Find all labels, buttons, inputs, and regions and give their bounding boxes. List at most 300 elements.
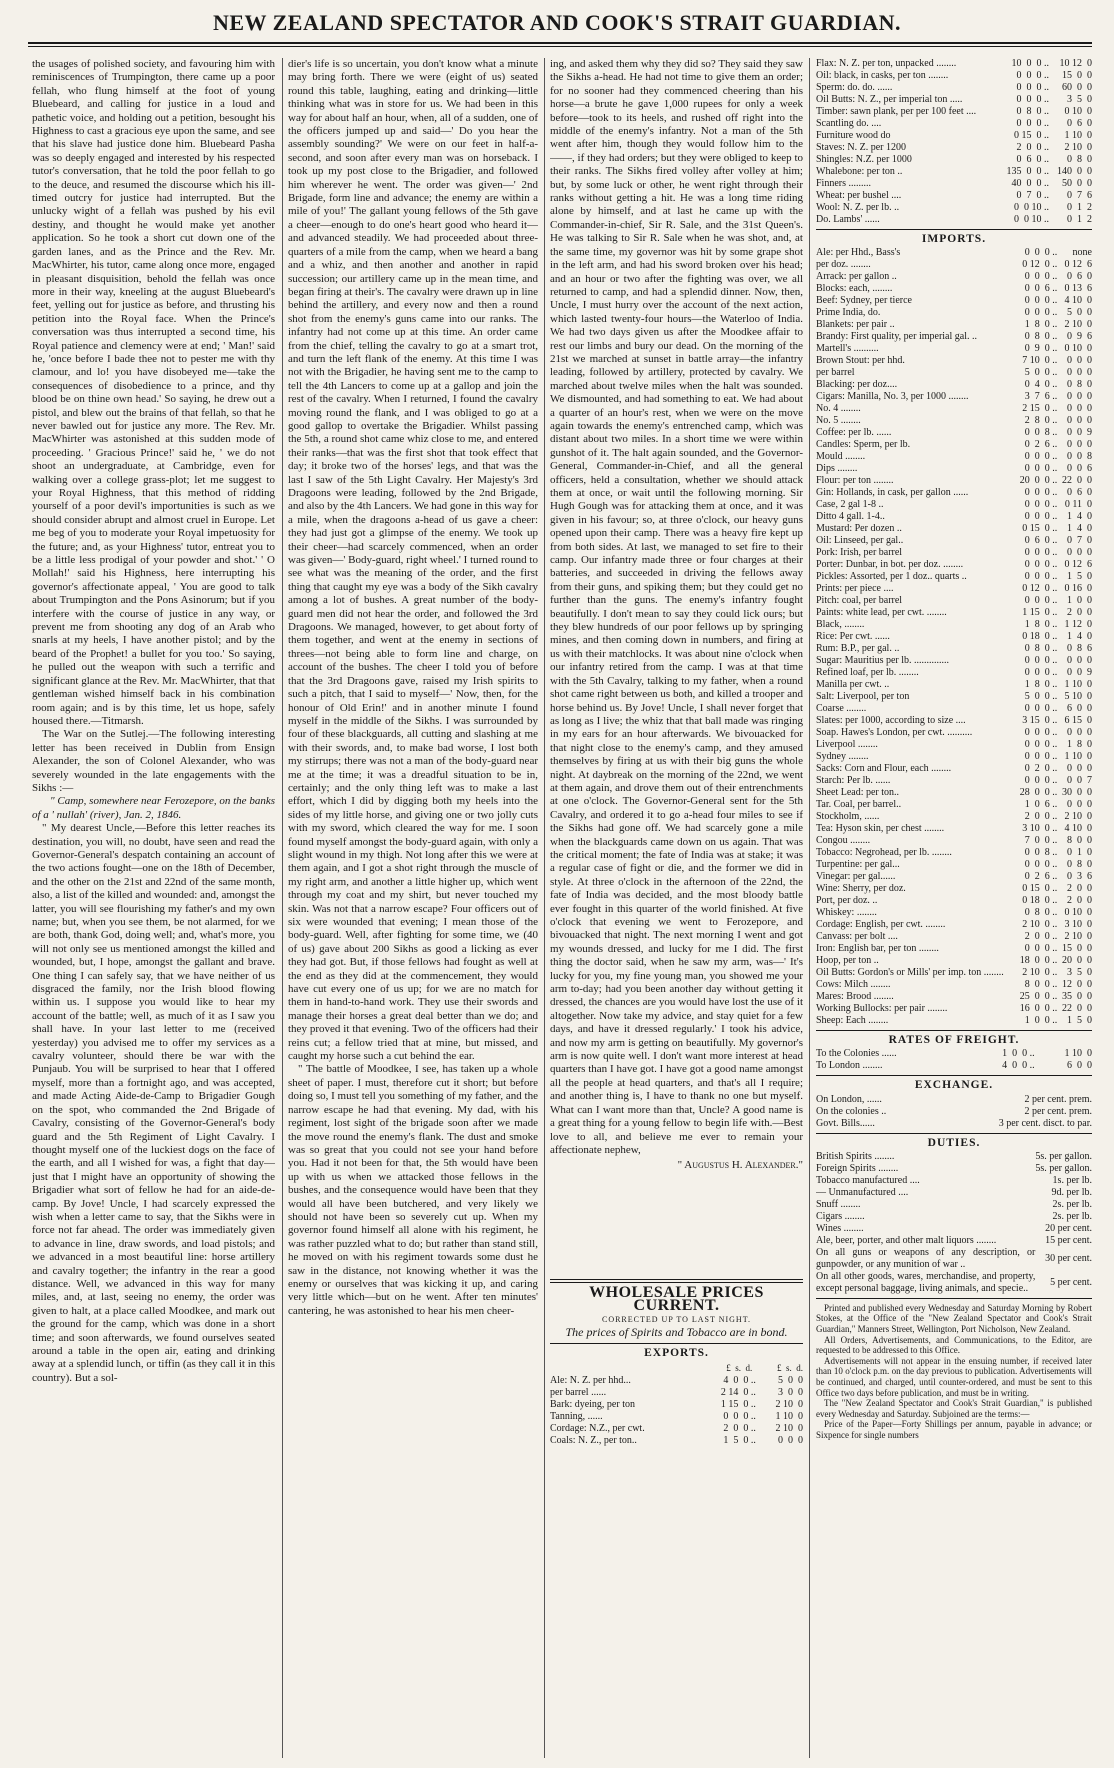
price-separator: .. bbox=[1052, 775, 1058, 787]
price-low: 0 0 6 bbox=[1024, 283, 1050, 295]
lsd-header: £ s. d. £ s. d. bbox=[726, 1363, 803, 1374]
price-low: 0 0 0 bbox=[1024, 667, 1050, 679]
price-low: 0 18 0 bbox=[1022, 631, 1050, 643]
price-separator: .. bbox=[1052, 727, 1058, 739]
price-low: 1 0 0 bbox=[1024, 1015, 1050, 1027]
price-row bbox=[816, 118, 1092, 130]
rate-value: 2 per cent. prem. bbox=[1024, 1093, 1092, 1105]
price-row bbox=[816, 154, 1092, 166]
rate-row bbox=[816, 1118, 1092, 1130]
price-row bbox=[550, 1375, 803, 1387]
price-low: 0 0 0 bbox=[1024, 775, 1050, 787]
price-separator: .. bbox=[1052, 679, 1058, 691]
price-separator: .. bbox=[1052, 943, 1058, 955]
price-high: 2 10 0 bbox=[1064, 931, 1092, 943]
price-item: Coffee: per lb. ...... bbox=[816, 427, 892, 439]
price-item: Sheet Lead: per ton.. bbox=[816, 787, 900, 799]
price-row bbox=[550, 1423, 803, 1435]
rate-value: 5 per cent. bbox=[1050, 1276, 1092, 1288]
rate-item: Govt. Bills...... bbox=[816, 1117, 875, 1129]
rate-value: 2s. per lb. bbox=[1052, 1210, 1092, 1222]
price-high: 5 10 0 bbox=[1064, 691, 1092, 703]
price-row bbox=[550, 1435, 803, 1447]
price-high: 140 0 0 bbox=[1057, 166, 1092, 177]
price-item: Tobacco: Negrohead, per lb. ........ bbox=[816, 847, 952, 859]
price-low: 0 0 0 bbox=[1024, 271, 1050, 283]
rate-row bbox=[816, 1106, 1092, 1118]
price-high: 0 16 0 bbox=[1064, 583, 1092, 595]
price-row bbox=[816, 559, 1092, 571]
price-low: 0 2 6 bbox=[1024, 439, 1050, 451]
price-high: 6 15 0 bbox=[1064, 715, 1092, 727]
price-high: 0 7 6 bbox=[1067, 190, 1092, 201]
price-high: 1 4 0 bbox=[1067, 523, 1092, 535]
price-item: Cigars: Manilla, No. 3, per 1000 ........ bbox=[816, 391, 969, 403]
price-separator: .. bbox=[1052, 523, 1058, 535]
price-low: 0 6 0 bbox=[1024, 535, 1050, 547]
price-row bbox=[816, 883, 1092, 895]
price-high: 1 12 0 bbox=[1064, 619, 1092, 631]
exchange-table bbox=[816, 1094, 1092, 1130]
price-low: 0 9 0 bbox=[1024, 343, 1050, 355]
price-item: Sperm: do. do. ...... bbox=[816, 82, 893, 93]
price-row bbox=[816, 655, 1092, 667]
price-row bbox=[816, 451, 1092, 463]
price-item: Sydney ........ bbox=[816, 751, 869, 763]
price-separator: .. bbox=[1052, 715, 1058, 727]
price-item: Manilla per cwt. .. bbox=[816, 679, 890, 691]
section-rule bbox=[816, 1298, 1092, 1299]
price-row bbox=[816, 415, 1092, 427]
price-low: 0 0 0 bbox=[1024, 943, 1050, 955]
price-row bbox=[816, 295, 1092, 307]
rate-value: 1s. per lb. bbox=[1052, 1174, 1092, 1186]
price-low: 40 0 0 bbox=[1011, 178, 1042, 189]
price-separator: .. bbox=[1044, 106, 1050, 117]
price-separator: .. bbox=[1044, 154, 1050, 165]
price-low: 0 0 0 bbox=[1024, 739, 1050, 751]
price-row bbox=[816, 991, 1092, 1003]
section-rule bbox=[550, 1343, 803, 1344]
price-item: Port, per doz. .. bbox=[816, 895, 878, 907]
price-item: Coarse ........ bbox=[816, 703, 867, 715]
price-separator: .. bbox=[1052, 619, 1058, 631]
price-row bbox=[816, 283, 1092, 295]
price-item: Starch: Per lb. ...... bbox=[816, 775, 891, 787]
price-high: 3 5 0 bbox=[1067, 967, 1092, 979]
duties-table bbox=[816, 1151, 1092, 1295]
price-item: Oil Butts: Gordon's or Mills' per imp. ton ........ bbox=[816, 967, 1004, 979]
price-row bbox=[816, 1015, 1092, 1027]
price-separator: .. bbox=[1052, 319, 1058, 331]
price-separator: .. bbox=[1052, 259, 1058, 271]
rate-item: — Unmanufactured .... bbox=[816, 1186, 909, 1198]
price-high: 2 0 0 bbox=[1067, 883, 1092, 895]
price-row bbox=[816, 727, 1092, 739]
imports-table bbox=[816, 247, 1092, 1027]
price-high: 0 12 6 bbox=[1064, 559, 1092, 571]
price-separator: .. bbox=[1052, 883, 1058, 895]
price-item: Bark: dyeing, per ton bbox=[550, 1399, 635, 1411]
price-high: 0 6 0 bbox=[1067, 487, 1092, 499]
price-high: 0 0 0 bbox=[1067, 655, 1092, 667]
price-item: Beef: Sydney, per tierce bbox=[816, 295, 912, 307]
price-low: 0 0 8 bbox=[1024, 847, 1050, 859]
rate-value: 5s. per gallon. bbox=[1035, 1150, 1092, 1162]
section-rule bbox=[550, 1279, 803, 1280]
price-separator: .. bbox=[1044, 82, 1050, 93]
section-rule bbox=[816, 1030, 1092, 1031]
price-high: 0 1 2 bbox=[1067, 202, 1092, 213]
price-item: Salt: Liverpool, per ton bbox=[816, 691, 910, 703]
price-low: 2 0 0 bbox=[1024, 811, 1050, 823]
price-low: 0 0 0 bbox=[1024, 463, 1050, 475]
price-item: Pitch: coal, per barrel bbox=[816, 595, 903, 607]
price-low: 0 12 0 bbox=[1022, 583, 1050, 595]
price-row bbox=[550, 1411, 803, 1423]
price-row bbox=[816, 379, 1092, 391]
imprint-line: Printed and published every Wednesday and Saturday Morning by Robert Stokes, at the Office of the "New Zealand Spectator and Cook's Strait Guardian," Manners Street, Wellington, Port Nicholson, New Zealand. bbox=[816, 1302, 1092, 1334]
price-row bbox=[816, 667, 1092, 679]
price-high: 60 0 0 bbox=[1062, 82, 1092, 93]
price-low: 1 0 0 bbox=[1002, 1048, 1028, 1060]
price-separator: .. bbox=[1052, 919, 1058, 931]
price-high: 0 0 0 bbox=[1067, 391, 1092, 403]
price-item: Pickles: Assorted, per 1 doz.. quarts .. bbox=[816, 571, 967, 583]
price-low: 0 6 0 bbox=[1016, 154, 1042, 165]
rate-row bbox=[816, 1163, 1092, 1175]
price-high: 0 10 0 bbox=[1064, 106, 1092, 117]
price-high: 0 1 0 bbox=[1067, 847, 1092, 859]
price-high: 0 1 2 bbox=[1067, 214, 1092, 225]
price-separator: .. bbox=[1052, 763, 1058, 775]
price-high: 2 10 0 bbox=[1064, 811, 1092, 823]
price-separator: .. bbox=[1052, 859, 1058, 871]
price-high: 6 0 0 bbox=[1067, 703, 1092, 715]
price-item: Martell's .......... bbox=[816, 343, 879, 355]
price-item: Flax: N. Z. per ton, unpacked ........ bbox=[816, 58, 957, 69]
price-item: Sacks: Corn and Flour, each ........ bbox=[816, 763, 952, 775]
price-item: Whiskey: ........ bbox=[816, 907, 877, 919]
rate-value: 20 per cent. bbox=[1045, 1222, 1092, 1234]
price-separator: .. bbox=[1052, 823, 1058, 835]
price-row bbox=[816, 463, 1092, 475]
price-low: 1 8 0 bbox=[1024, 619, 1050, 631]
price-separator: .. bbox=[1052, 895, 1058, 907]
price-high: 1 5 0 bbox=[1067, 1015, 1092, 1027]
price-separator: .. bbox=[1044, 202, 1050, 213]
price-item: Shingles: N.Z. per 1000 bbox=[816, 154, 912, 165]
price-high: 4 10 0 bbox=[1064, 823, 1092, 835]
price-low: 1 8 0 bbox=[1024, 319, 1050, 331]
article-paragraph: The War on the Sutlej.—The following interesting letter has been received in Dublin from Ensign Alexander, the son of Colonel Alexander, who was severely wounded in the late engagements with the Sikhs :— bbox=[32, 728, 275, 794]
price-low: 2 0 0 bbox=[1016, 142, 1042, 153]
price-row bbox=[816, 571, 1092, 583]
price-low: 7 10 0 bbox=[1022, 355, 1050, 367]
price-item: Oil: black, in casks, per ton ........ bbox=[816, 70, 949, 81]
price-row bbox=[816, 247, 1092, 259]
price-separator: .. bbox=[1044, 214, 1050, 225]
price-high: 0 13 6 bbox=[1064, 283, 1092, 295]
letter-dateline: " Camp, somewhere near Ferozepore, on the banks of a ' nullah' (river), Jan. 2, 1846. bbox=[32, 795, 275, 821]
price-separator: .. bbox=[1052, 535, 1058, 547]
imprint-line: Advertisements will not appear in the ensuing number, if received later than 10 o'clock p.m. on the day previous to publication. Advertisements will be continued, and charged, until counter-ordered, and must be sent to this Office two days before publication, and must be in writing. bbox=[816, 1355, 1092, 1398]
price-low: 0 2 0 bbox=[1024, 763, 1050, 775]
price-high: 0 0 0 bbox=[1067, 355, 1092, 367]
price-separator: .. bbox=[1052, 343, 1058, 355]
letter-body bbox=[550, 58, 803, 1276]
price-low: 3 7 6 bbox=[1024, 391, 1050, 403]
price-separator: .. bbox=[1052, 739, 1058, 751]
masthead: NEW ZEALAND SPECTATOR AND COOK'S STRAIT GUARDIAN. bbox=[212, 10, 902, 35]
price-high: 2 10 0 bbox=[1064, 319, 1092, 331]
price-row bbox=[816, 679, 1092, 691]
price-separator: .. bbox=[750, 1375, 756, 1387]
price-separator: .. bbox=[1044, 58, 1050, 69]
article-paragraph: dier's life is so uncertain, you don't know what a minute may bring forth. There we were (eight of us) seated round this table, laughing, eating and drinking—little thinking what was in store for us. We had been in this way for about half an hour, when, all of a sudden, one of the officers jumped up and said—' Do you hear the assembly sounding?' We were on our feet in half-a-second, and soon after every man was on horseback. I took up my post close to the Brigadier, and followed him wherever he went. The order was given—' 2nd Brigade, form line and advance; the enemy are within a mile of you!' The gallant young fellows of the 5th gave a cheer—enough to do one's heart good who heard it—and advanced steadily. We had proceeded about three-quarters of a mile from the camp, when we heard a bang and a whiz, and then another and another in rapid succession; our artillery came up in the mean time, and began firing at their's. The cavalry were drawn up in line behind the artillery, and every now and then a round shot from the enemy's guns came into our ranks. The infantry had not come up at this time. An order came from the chief, telling the cavalry to go at a smart trot, and turn the left flank of the enemy. At this time I was not with the Brigadier, he having sent me to the camp to tell the 4th Lancers to come up at a gallop and join the rest of the cavalry. When I returned, I found the cavalry moving round the flank, and I was obliged to go at a good gallop to overtake the Brigadier. Whilst passing the 5th, a round shot came whiz close to me, and entered their ranks—that was the first shot that took effect that day; it broke two of the horses' legs, and that was the last I saw of the 5th Light Cavalry. Her Majesty's 3rd Dragoons were leading, followed by the 2nd Brigade, and also by the 4th Lancers. We had gone in this way for a mile, when the dragoons a-head of us gave a cheer: they had just got a glimpse of the enemy. We took up their cheer—had scarcely commenced, when an order was given—' Body-guard, right wheel.' I turned round to see what was the meaning of the order, and the first thing that caught my eye was a body of the Sikh cavalry among a lot of bushes. A great number of the body-guard men did not hear the order, and followed the 3rd Dragoons. We managed, however, to get about forty of them together, and went at the enemy in sections of threes—not being able to form line and charge, on account of the bushes. The cheer I told you of before that the 3rd Dragoons gave, raised my Irish spirits to such a pitch, that I said to myself—' Now, then, for the honour of Old Erin!' and in another minute I found myself in the middle of the Sikhs. I was surrounded by four of these blackguards, all cutting and slashing at me with their swords, and, to make bad worse, I lost both my stirrups; there was not a man of the body-guard near me at the time; it was a dreadful situation to be in, certainly; and the only thing left was to make a last effort, which I did by digging both my heels into the sides of my little horse, and giving one or two jolly cuts with my sword, which cleared the way for me. I soon found myself amongst the body-guard again, with only a slight wound in my thigh. Not long after this we were at them again, and I got a shot right through the muscle of my right arm, and another a little higher up, which went through my coat and my shirt, but never touched my skin. Was not that a narrow escape? Four officers out of six were wounded that evening; I mean those of the body-guard. Well, after fighting for some time, we (40 of us) gave about 200 Sikhs as good a licking as ever they had got. But, if those fellows had fought as well at the end as they did at the commencement, they would have cut every one of us up; for we are no match for them in hand-to-hand work. They use their swords and manage their horses a great deal better than we do; and they proved it that evening. Two of the officers had their reins cut; a fellow tried that at mine, but missed, and caught my horse such a cut behind the ear. bbox=[288, 58, 538, 1063]
price-row bbox=[816, 547, 1092, 559]
price-separator: .. bbox=[1052, 391, 1058, 403]
price-separator: .. bbox=[1052, 379, 1058, 391]
letter-signature: " Augustus H. Alexander." bbox=[677, 1159, 803, 1172]
price-item: Blankets: per pair .. bbox=[816, 319, 895, 331]
price-item: Black, ........ bbox=[816, 619, 865, 631]
price-high: 0 0 7 bbox=[1067, 775, 1092, 787]
price-row bbox=[816, 931, 1092, 943]
price-low: 10 0 0 bbox=[1011, 58, 1042, 69]
exports-table bbox=[550, 1375, 803, 1447]
price-low: 20 0 0 bbox=[1019, 475, 1050, 487]
price-high: 8 0 0 bbox=[1067, 835, 1092, 847]
rate-value: 5s. per gallon. bbox=[1035, 1162, 1092, 1174]
price-row bbox=[816, 343, 1092, 355]
freight-heading: RATES OF FREIGHT. bbox=[888, 1034, 1020, 1047]
price-low: 0 8 0 bbox=[1024, 331, 1050, 343]
price-low: 0 0 0 bbox=[1024, 655, 1050, 667]
rate-item: Snuff ........ bbox=[816, 1198, 861, 1210]
section-rule bbox=[816, 229, 1092, 230]
price-high: 5 0 0 bbox=[1067, 307, 1092, 319]
price-item: Cordage: English, per cwt. ........ bbox=[816, 919, 946, 931]
price-low: 2 10 0 bbox=[1022, 919, 1050, 931]
price-low: 0 8 0 bbox=[1024, 643, 1050, 655]
price-separator: .. bbox=[1052, 931, 1058, 943]
price-row bbox=[816, 475, 1092, 487]
price-low: 0 15 0 bbox=[1022, 523, 1050, 535]
rate-row bbox=[816, 1271, 1092, 1295]
price-high: 2 0 0 bbox=[1067, 895, 1092, 907]
price-separator: .. bbox=[750, 1411, 756, 1423]
price-separator: .. bbox=[1052, 607, 1058, 619]
price-row bbox=[816, 895, 1092, 907]
price-row bbox=[816, 307, 1092, 319]
price-high: 12 0 0 bbox=[1062, 979, 1092, 991]
price-row bbox=[816, 367, 1092, 379]
price-item: per barrel bbox=[816, 367, 855, 379]
price-separator: .. bbox=[1052, 511, 1058, 523]
price-high: 2 10 0 bbox=[775, 1399, 803, 1411]
price-row bbox=[816, 631, 1092, 643]
price-high: 0 8 0 bbox=[1067, 859, 1092, 871]
price-low: 7 0 0 bbox=[1024, 835, 1050, 847]
price-low: 0 0 0 bbox=[1024, 595, 1050, 607]
price-separator: .. bbox=[1052, 787, 1058, 799]
price-item: Wool: N. Z. per lb. .. bbox=[816, 202, 900, 213]
price-high: 0 8 0 bbox=[1067, 379, 1092, 391]
price-separator: .. bbox=[1044, 166, 1050, 177]
price-separator: .. bbox=[1052, 631, 1058, 643]
price-item: Canvass: per bolt .... bbox=[816, 931, 898, 943]
price-high: 0 7 0 bbox=[1067, 535, 1092, 547]
article-paragraph: ing, and asked them why they did so? They said they saw the Sikhs a-head. He had not time to give them an order; for no sooner had they commenced cheering than his horse—a brute he gave 1,000 rupees for only a week before—took to its heels, and rushed off right into the middle of the enemy's infantry. Not a man of the 5th went after him, though they would follow him to the ——, if they had orders; but they were obliged to keep to their ranks. The Sikhs fired volley after volley at him; but, by some luck or other, he went right through their ranks without getting a hit. He was a long time riding alone by himself, and at last he came up with the Commander-in-chief, Sir R. Sale, and the 31st Queen's. He was talking to Sir R. Sale when he was shot, and, at the same time, my governor was hit by some grape shot in the left arm, and had his sword broken over his head; and an hour or two after the fighting was over, we all returned to camp, and had a splendid dinner. Now, then, Uncle, I must hurry over the account of the next action, which lasted twenty-four hours—the Waterloo of India. We had two days given us after the Moodkee affair to rest our limbs and bury our dead. On the morning of the 21st we marched at sunset in battle array—the infantry leading, followed by artillery, protected by cavalry. We marched about twelve miles when the halt was sounded. We dismounted, and had something to eat. We had about a quarter of an hour's rest, when we were on the move again towards the enemy's entrenched camp, which was distant about two miles. In a short time we were within gunshot of it. The halt again sounded, and the Governor-General, Commander-in-Chief, and all the general officers, held a consultation, whether we should attack them at once, or wait until the following morning. Sir Hugh Gough was for attacking them at once, and it was given in his favour; so, at three o'clock, our heavy guns opened upon their camp. There was a heavy fire kept up from both sides. At last, we managed to set fire to their camp. Our infantry made three or four charges at their batteries, and succeeded in driving the fellows away from their guns, and spiking them; but they could get no further than the guns. The enemy's infantry fought beautifully. I don't mean to say they could lick ours; but they blew hundreds of our poor fellows up by springing mines, and then coming down in numbers, and firing at us with their matchlocks. It was about nine o'clock when our infantry retired from the camp. I was at that time with the 5th Cavalry, talking to my father, when a round shot came right between us both, and killed a trooper and horse behind us. By Jove! Uncle, I shall never forget that as long as I live; the whiz that that ball made was ringing in my ears for an hour afterwards. We bivouacked for that night close to the enemy's camp, and they amused themselves by firing at us with their big guns the whole night. At daybreak on the morning of the 22nd, we went at them again, and drove them out of their entrenchments at one o'clock. The Governor-General sent for the 5th Cavalry, and ordered it to go a-head four miles to see if the Sikhs had gone off. We had scarcely gone a mile when the blackguards came down on us again. That was the critical moment; the fate of India was at stake; it was a regular case of fight or die, and the former we did in style. At three o'clock in the afternoon of the 22nd, the fate of India was decided, and the most bloody battle ever fought in this quarter of the world finished. At five o'clock that evening we went to Ferozepore, and bivouacked that night. The next morning I went and got my wounds dressed, and lucky for me I did. The first thing the doctor said, when he saw my arm, was—' It's lucky for you, my fine young man, you showed me your arm to-day; had you been another day without getting it dressed, the chances are you would have lost the use of it altogether. Now take my advice, and stay quiet for a few days, and have it dressed regularly.' I took his advice, and now my arm is getting on beautifully. My governor's arm is now quite well. I don't want more interest at head quarters than I have got. I have got a good name amongst all the people at head quarters, and that's all I require; and another thing is, I have to thank no one but myself. What can I want more than that, Uncle? A good name is a great thing for a young fellow to begin life with.—Best love to all, and believe me ever to remain your affectionate nephew, bbox=[550, 58, 803, 1156]
price-low: 16 0 0 bbox=[1019, 1003, 1050, 1015]
price-item: Rice: Per cwt. ...... bbox=[816, 631, 890, 643]
imports-heading: IMPORTS. bbox=[921, 233, 987, 245]
price-item: To London ........ bbox=[816, 1060, 883, 1072]
price-high: 15 0 0 bbox=[1062, 70, 1092, 81]
freight-table bbox=[816, 1048, 1092, 1072]
rate-row bbox=[816, 1199, 1092, 1211]
publisher-imprint bbox=[816, 1303, 1092, 1441]
price-high: 0 11 0 bbox=[1064, 499, 1092, 511]
price-high: 0 0 0 bbox=[1067, 727, 1092, 739]
price-low: 0 0 0 bbox=[1024, 499, 1050, 511]
rate-row bbox=[816, 1247, 1092, 1271]
price-row bbox=[816, 142, 1092, 154]
price-separator: .. bbox=[1044, 130, 1050, 141]
rate-item: On the colonies .. bbox=[816, 1105, 887, 1117]
price-row bbox=[816, 271, 1092, 283]
price-row bbox=[816, 511, 1092, 523]
column-2 bbox=[288, 58, 538, 1758]
price-low: 0 15 0 bbox=[1022, 883, 1050, 895]
price-high: 30 0 0 bbox=[1062, 787, 1092, 799]
price-row bbox=[816, 355, 1092, 367]
price-separator: .. bbox=[1052, 907, 1058, 919]
price-high: 1 4 0 bbox=[1067, 511, 1092, 523]
price-row bbox=[816, 202, 1092, 214]
price-item: Slates: per 1000, according to size .... bbox=[816, 715, 966, 727]
price-low: 0 0 0 bbox=[1024, 571, 1050, 583]
price-item: Wine: Sherry, per doz. bbox=[816, 883, 906, 895]
price-row bbox=[816, 703, 1092, 715]
price-row bbox=[816, 787, 1092, 799]
price-low: 8 0 0 bbox=[1024, 979, 1050, 991]
rate-row bbox=[816, 1223, 1092, 1235]
price-separator: .. bbox=[1052, 499, 1058, 511]
price-item: Blacking: per doz.... bbox=[816, 379, 898, 391]
price-low: 2 0 0 bbox=[723, 1423, 749, 1435]
price-low: 0 4 0 bbox=[1024, 379, 1050, 391]
price-low: 0 15 0 bbox=[1014, 130, 1042, 141]
price-row bbox=[816, 943, 1092, 955]
price-separator: .. bbox=[1044, 190, 1050, 201]
price-high: 0 0 0 bbox=[1067, 403, 1092, 415]
price-high: 0 3 6 bbox=[1067, 871, 1092, 883]
prices-current-title: WHOLESALE PRICES CURRENT. bbox=[589, 1284, 764, 1315]
price-item: Mustard: Per dozen .. bbox=[816, 523, 902, 535]
price-low: 1 0 6 bbox=[1024, 799, 1050, 811]
price-separator: .. bbox=[1052, 331, 1058, 343]
column-4 bbox=[816, 58, 1092, 1758]
price-low: 0 0 8 bbox=[1024, 427, 1050, 439]
price-item: Turpentine: per gal... bbox=[816, 859, 900, 871]
price-row bbox=[816, 583, 1092, 595]
price-item: Blocks: each, ........ bbox=[816, 283, 893, 295]
price-high: 0 0 6 bbox=[1067, 463, 1092, 475]
price-low: 2 14 0 bbox=[720, 1387, 749, 1399]
price-row bbox=[816, 763, 1092, 775]
price-row bbox=[816, 178, 1092, 190]
rate-value: 2s. per lb. bbox=[1052, 1198, 1092, 1210]
price-high: 3 5 0 bbox=[1067, 94, 1092, 105]
price-separator: .. bbox=[1052, 991, 1058, 1003]
price-row bbox=[816, 823, 1092, 835]
price-separator: .. bbox=[1052, 811, 1058, 823]
price-separator: .. bbox=[1052, 367, 1058, 379]
price-high: 1 10 0 bbox=[1064, 130, 1092, 141]
price-high: 0 0 0 bbox=[1067, 799, 1092, 811]
price-low: 0 0 0 bbox=[1024, 511, 1050, 523]
price-high: none bbox=[1072, 247, 1092, 259]
price-item: Brown Stout: per hhd. bbox=[816, 355, 905, 367]
price-item: Whalebone: per ton .. bbox=[816, 166, 903, 177]
price-item: per doz. ........ bbox=[816, 259, 871, 271]
price-high: 0 0 9 bbox=[1067, 427, 1092, 439]
price-item: Gin: Hollands, in cask, per gallon ...... bbox=[816, 487, 969, 499]
price-high: 0 8 0 bbox=[1067, 154, 1092, 165]
rate-row bbox=[816, 1235, 1092, 1247]
price-item: Dips ........ bbox=[816, 463, 858, 475]
price-row bbox=[816, 847, 1092, 859]
price-row bbox=[816, 967, 1092, 979]
price-item: Sugar: Mauritius per lb. .............. bbox=[816, 655, 950, 667]
price-separator: .. bbox=[1052, 595, 1058, 607]
price-item: Tanning, ...... bbox=[550, 1411, 603, 1423]
price-separator: .. bbox=[1052, 403, 1058, 415]
price-high: 1 5 0 bbox=[1067, 571, 1092, 583]
price-low: 2 15 0 bbox=[1022, 403, 1050, 415]
price-item: Refined loaf, per lb. ........ bbox=[816, 667, 919, 679]
price-item: Vinegar: per gal...... bbox=[816, 871, 896, 883]
price-separator: .. bbox=[750, 1387, 756, 1399]
price-row bbox=[816, 391, 1092, 403]
rate-value: 15 per cent. bbox=[1045, 1234, 1092, 1246]
price-high: 1 0 0 bbox=[1067, 595, 1092, 607]
price-item: Rum: B.P., per gal. .. bbox=[816, 643, 900, 655]
price-separator: .. bbox=[750, 1399, 756, 1411]
price-low: 0 0 0 bbox=[1024, 547, 1050, 559]
rate-item: Cigars ........ bbox=[816, 1210, 865, 1222]
price-separator: .. bbox=[1052, 439, 1058, 451]
price-low: 0 0 0 bbox=[1016, 94, 1042, 105]
price-high: 3 10 0 bbox=[1064, 919, 1092, 931]
rate-item: Tobacco manufactured .... bbox=[816, 1174, 920, 1186]
price-row bbox=[816, 487, 1092, 499]
price-item: Scantling do. .... bbox=[816, 118, 882, 129]
column-3 bbox=[550, 58, 803, 1758]
price-row bbox=[816, 907, 1092, 919]
price-high: 15 0 0 bbox=[1062, 943, 1092, 955]
price-high: 0 0 0 bbox=[778, 1435, 803, 1447]
price-low: 0 18 0 bbox=[1022, 895, 1050, 907]
column-1 bbox=[32, 58, 275, 1758]
price-low: 0 8 0 bbox=[1024, 907, 1050, 919]
price-row bbox=[816, 130, 1092, 142]
price-separator: .. bbox=[1029, 1048, 1035, 1060]
price-item: Paints: white lead, per cwt. ........ bbox=[816, 607, 947, 619]
price-high: 2 10 0 bbox=[775, 1423, 803, 1435]
